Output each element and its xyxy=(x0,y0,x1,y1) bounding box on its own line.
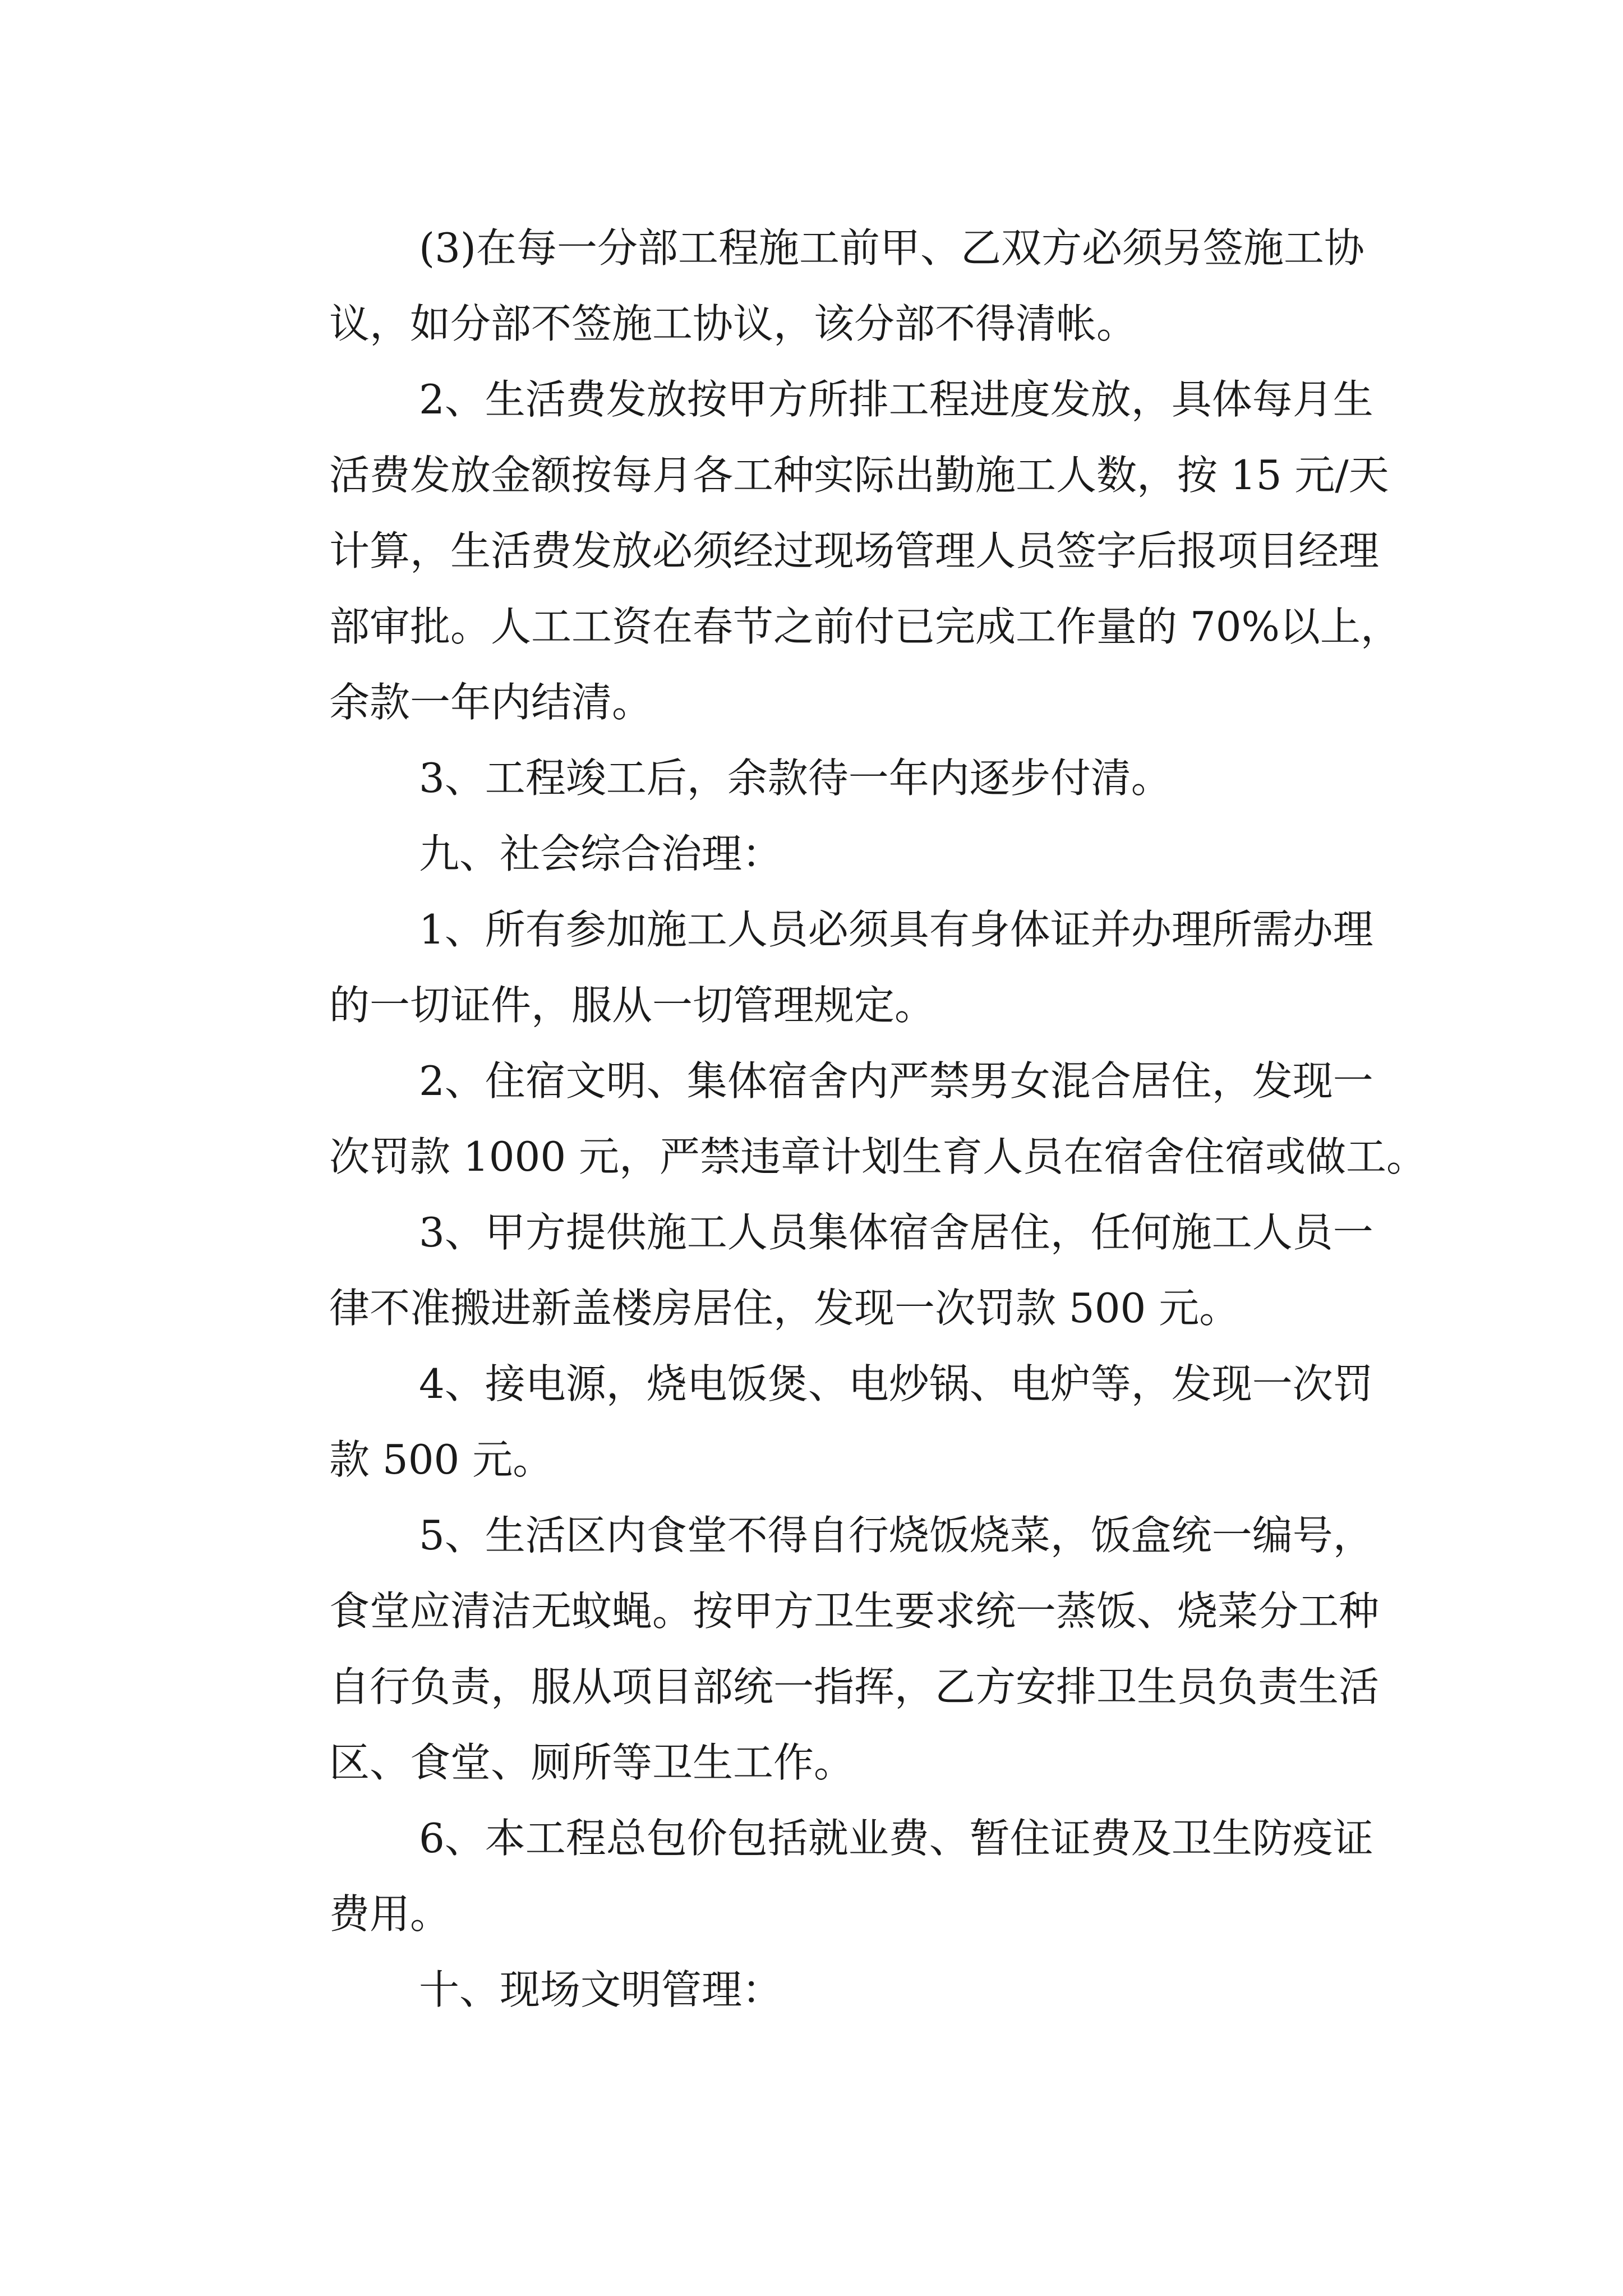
text-line: 3、甲方提供施工人员集体宿舍居住，任何施工人员一 xyxy=(419,1209,1373,1256)
text-line: 费用。 xyxy=(329,1890,451,1938)
paragraph-id-documents xyxy=(248,892,1381,1043)
section-heading-10 xyxy=(248,1952,1381,2028)
text-line: 5、生活区内食堂不得自行烧饭烧菜，饭盒统一编号， xyxy=(419,1512,1373,1559)
paragraph-completion-payment xyxy=(248,740,1381,816)
text-line: 2、生活费发放按甲方所排工程进度发放，具体每月生 xyxy=(419,376,1373,423)
paragraph-electricity xyxy=(248,1346,1381,1498)
document-body xyxy=(248,210,1427,2028)
text-line: 6、本工程总包价包括就业费、暂住证费及卫生防疫证 xyxy=(419,1815,1373,1862)
text-line: 计算，生活费发放必须经过现场管理人员签字后报项目经理 xyxy=(329,527,1380,574)
section-heading-9 xyxy=(248,816,1381,892)
text-line: 区、食堂、厕所等卫生工作。 xyxy=(329,1739,855,1786)
text-line: 款 500 元。 xyxy=(329,1436,554,1483)
text-line: 1、所有参加施工人员必须具有身体证并办理所需办理 xyxy=(419,906,1373,953)
text-line: 2、住宿文明、集体宿舍内严禁男女混合居住，发现一 xyxy=(419,1057,1373,1105)
text-line: 律不准搬进新盖楼房居住，发现一次罚款 500 元。 xyxy=(329,1285,1240,1332)
text-line: 部审批。人工工资在春节之前付已完成工作量的 70%以上， xyxy=(329,603,1401,650)
text-line: 4、接电源，烧电饭煲、电炒锅、电炉等，发现一次罚 xyxy=(419,1360,1373,1407)
text-line: 的一切证件，服从一切管理规定。 xyxy=(329,982,935,1029)
paragraph-accommodation xyxy=(248,1195,1381,1346)
text-line: 余款一年内结清。 xyxy=(329,679,653,726)
text-line: 自行负责，服从项目部统一指挥，乙方安排卫生员负责生活 xyxy=(329,1663,1380,1710)
paragraph-contract-price xyxy=(248,1801,1381,1952)
paragraph-sub-item-3 xyxy=(248,210,1381,362)
paragraph-dormitory-rules xyxy=(248,1043,1427,1195)
text-line: 活费发放金额按每月各工种实际出勤施工人数，按 15 元/天 xyxy=(329,452,1389,499)
text-line: (3)在每一分部工程施工前甲、乙双方必须另签施工协 xyxy=(419,224,1364,272)
text-line: 九、社会综合治理： xyxy=(419,830,783,877)
text-line: 次罚款 1000 元，严禁违章计划生育人员在宿舍住宿或做工。 xyxy=(329,1133,1427,1180)
text-line: 食堂应清洁无蚊蝇。按甲方卫生要求统一蒸饭、烧菜分工种 xyxy=(329,1588,1380,1635)
text-line: 议，如分部不签施工协议，该分部不得清帐。 xyxy=(329,300,1137,347)
text-line: 十、现场文明管理： xyxy=(419,1966,783,2013)
paragraph-living-expenses xyxy=(248,362,1401,740)
paragraph-canteen-hygiene xyxy=(248,1498,1381,1801)
text-line: 3、工程竣工后，余款待一年内逐步付清。 xyxy=(419,754,1172,802)
